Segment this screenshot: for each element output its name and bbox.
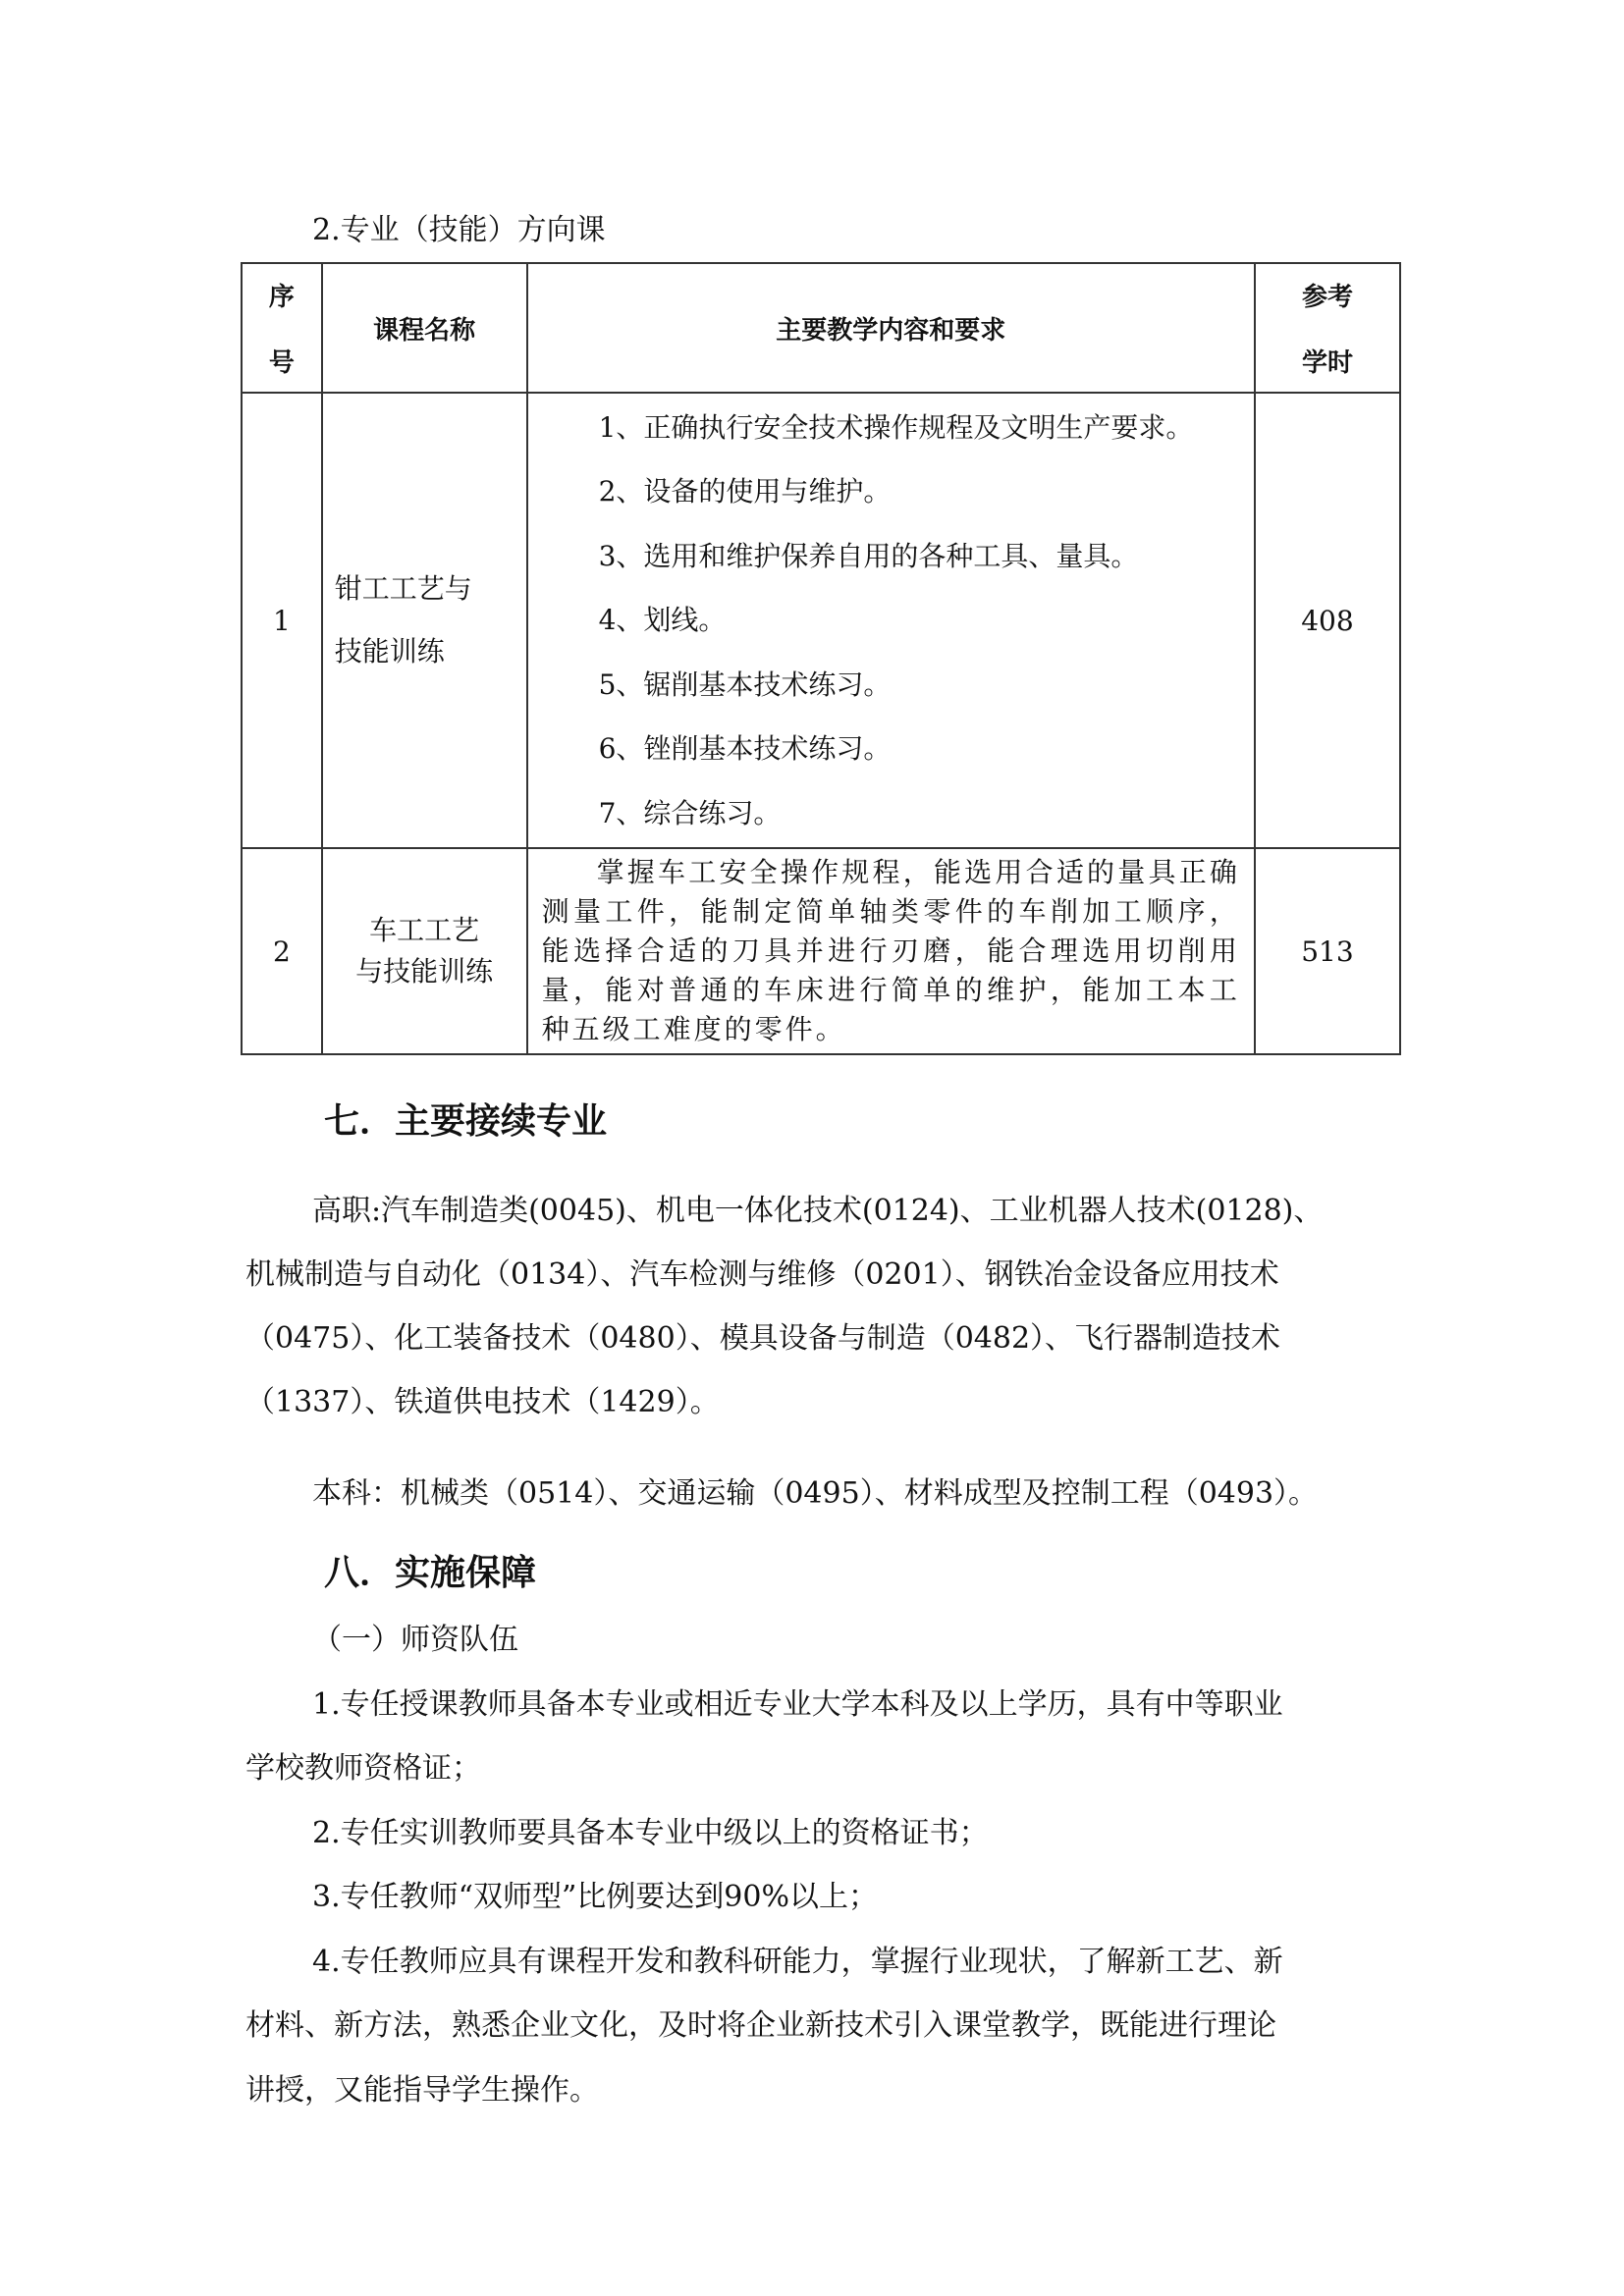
row-hours: 513: [1255, 848, 1400, 1054]
higher-vocational-line: 机械制造与自动化（0134）、汽车检测与维修（0201）、钢铁冶金设备应用技术: [245, 1257, 1279, 1292]
header-content: 主要教学内容和要求: [527, 263, 1255, 393]
table-row: [242, 393, 1400, 848]
requirement-line: 学校教师资格证；: [245, 1751, 481, 1786]
section-heading-8: 八．实施保障: [324, 1553, 537, 1593]
table-header-row: [242, 263, 1400, 393]
header-no: [242, 263, 322, 393]
row-no: 2: [242, 848, 322, 1054]
header-no-line2: 号: [268, 348, 295, 378]
requirement-line: 4.专任教师应具有课程开发和教科研能力，掌握行业现状，了解新工艺、新: [312, 1945, 1283, 1979]
higher-vocational-line: （1337）、铁道供电技术（1429）。: [245, 1385, 720, 1419]
higher-vocational-line: （0475）、化工装备技术（0480）、模具设备与制造（0482）、飞行器制造技术: [245, 1321, 1281, 1356]
requirement-line: 1.专任授课教师具备本专业或相近专业大学本科及以上学历，具有中等职业: [312, 1687, 1283, 1722]
course-name-line: 车工工艺: [369, 914, 480, 946]
row-course-name: [322, 393, 527, 848]
section-heading-7: 七．主要接续专业: [324, 1101, 608, 1142]
header-hours-line2: 学时: [1301, 348, 1353, 378]
row-hours: 408: [1255, 393, 1400, 848]
header-hours: [1255, 263, 1400, 393]
undergraduate-line: 本科：机械类（0514）、交通运输（0495）、材料成型及控制工程（0493）。: [312, 1476, 1319, 1511]
requirement-line: 材料、新方法，熟悉企业文化，及时将企业新技术引入课堂教学，既能进行理论: [245, 2008, 1276, 2043]
content-item: 5、锯削基本技术练习。: [598, 667, 892, 701]
requirement-line: 讲授，又能指导学生操作。: [245, 2073, 599, 2108]
course-name-line: 钳工工艺与: [334, 572, 472, 605]
row-content: [527, 393, 1255, 848]
course-name-line: 与技能训练: [355, 955, 494, 988]
table-row: [242, 848, 1400, 1054]
content-item: 3、选用和维护保养自用的各种工具、量具。: [598, 539, 1139, 572]
requirement-line: 2.专任实训教师要具备本专业中级以上的资格证书；: [312, 1816, 989, 1850]
row-no: 1: [242, 393, 322, 848]
header-no-line1: 序: [268, 283, 295, 312]
higher-vocational-line: 高职:汽车制造类(0045)、机电一体化技术(0124)、工业机器人技术(0128)、: [312, 1194, 1324, 1228]
content-paragraph: 掌握车工安全操作规程，能选用合适的量具正确测量工件，能制定简单轴类零件的车削加工顺序，能选择合适的刀具并进行刃磨，能合理选用切削用量，能对普通的车床进行简单的维护，能加工本工种五级工难度的零件。: [541, 856, 1240, 1045]
requirement-line: 3.专任教师“双师型”比例要达到90%以上；: [312, 1880, 878, 1914]
course-table: [241, 262, 1401, 1055]
header-course-name: 课程名称: [322, 263, 527, 393]
subsection-title: 2.专业（技能）方向课: [312, 213, 606, 247]
subsection-heading: （一）师资队伍: [312, 1623, 518, 1657]
content-item: 6、锉削基本技术练习。: [598, 732, 892, 766]
course-name-line: 技能训练: [334, 635, 445, 667]
content-item: 2、设备的使用与维护。: [598, 475, 892, 508]
row-content: [527, 848, 1255, 1054]
content-item: 7、综合练习。: [598, 796, 782, 829]
content-item: 4、划线。: [598, 604, 727, 637]
row-course-name: [322, 848, 527, 1054]
content-item: 1、正确执行安全技术操作规程及文明生产要求。: [598, 410, 1194, 444]
header-hours-line1: 参考: [1301, 283, 1353, 312]
